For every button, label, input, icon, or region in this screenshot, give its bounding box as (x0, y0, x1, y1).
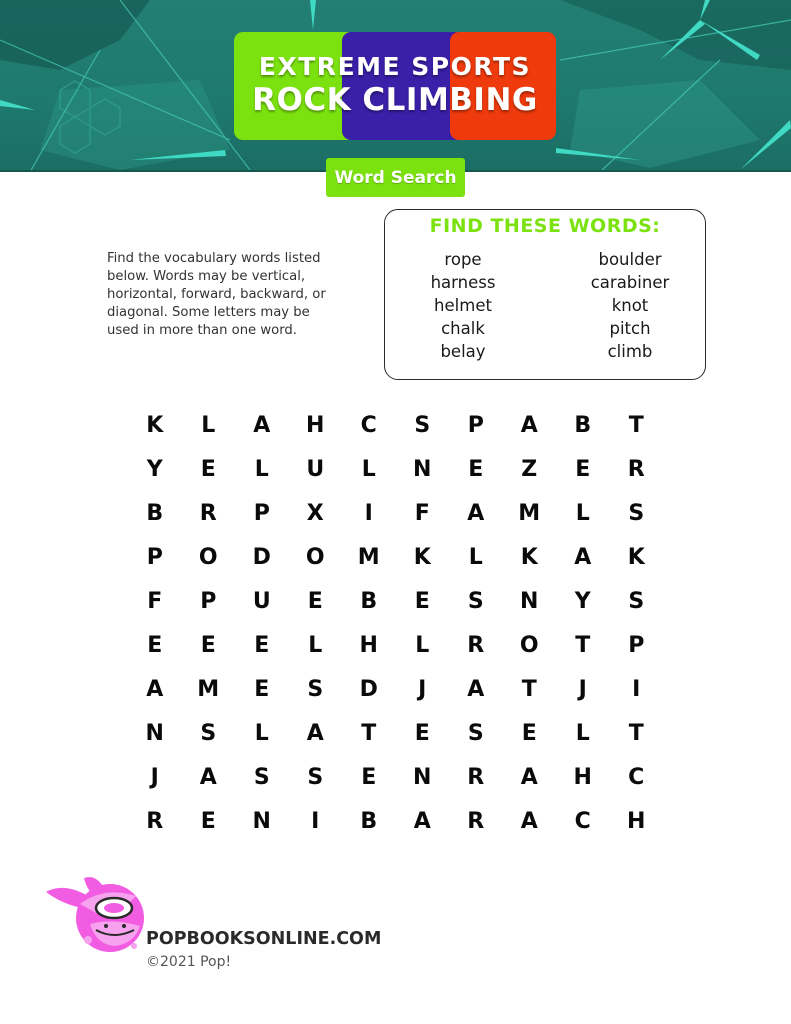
site-url: POPBOOKSONLINE.COM (146, 929, 382, 949)
word-item: harness (430, 273, 496, 292)
word-list-left-column (388, 248, 538, 363)
grid-letter: A (467, 676, 485, 702)
grid-letter: I (311, 808, 320, 834)
grid-letter: C (574, 808, 591, 834)
grid-letter: E (521, 720, 537, 746)
grid-letter: N (145, 720, 164, 746)
grid-letter: E (414, 588, 430, 614)
grid-letter: A (520, 764, 538, 790)
grid-letter: P (253, 500, 270, 526)
grid-letter: K (520, 544, 538, 570)
grid-letter: L (254, 720, 269, 746)
word-item: belay (440, 342, 486, 361)
word-item: climb (607, 342, 653, 361)
grid-letter: P (628, 632, 645, 658)
grid-letter: Z (521, 456, 538, 482)
grid-letter: A (253, 412, 271, 438)
grid-letter: H (359, 632, 378, 658)
grid-letter: S (253, 764, 270, 790)
grid-letter: K (146, 412, 164, 438)
grid-letter: M (518, 500, 541, 526)
grid-letter: A (574, 544, 592, 570)
grid-letter: O (305, 544, 325, 570)
grid-letter: J (150, 764, 159, 790)
grid-letter: E (200, 808, 216, 834)
grid-letter: S (200, 720, 217, 746)
word-search-grid (128, 403, 663, 843)
grid-letter: A (199, 764, 217, 790)
word-item: knot (611, 296, 649, 315)
grid-letter: T (628, 720, 644, 746)
word-item: pitch (609, 319, 651, 338)
grid-letter: O (519, 632, 539, 658)
word-list-title: FIND THESE WORDS: (429, 215, 661, 237)
grid-letter: X (306, 500, 324, 526)
grid-letter: C (360, 412, 377, 438)
title-line-1: EXTREME SPORTS (258, 52, 532, 81)
grid-letter: I (632, 676, 641, 702)
grid-letter: R (146, 808, 164, 834)
grid-letter: L (468, 544, 483, 570)
grid-letter: A (467, 500, 485, 526)
grid-letter: T (521, 676, 537, 702)
grid-letter: B (146, 500, 164, 526)
grid-letter: H (306, 412, 325, 438)
grid-letter: S (467, 588, 484, 614)
grid-letter: L (201, 412, 216, 438)
grid-letter: A (520, 808, 538, 834)
pop-mascot-icon (44, 874, 148, 956)
grid-letter: S (307, 764, 324, 790)
word-item: carabiner (590, 273, 670, 292)
grid-letter: E (200, 456, 216, 482)
grid-letter: A (146, 676, 164, 702)
word-item: rope (444, 250, 482, 269)
grid-letter: R (467, 764, 485, 790)
grid-letter: F (414, 500, 430, 526)
copyright-text: ©2021 Pop! (146, 954, 232, 970)
grid-letter: P (467, 412, 484, 438)
grid-letter: T (628, 412, 644, 438)
grid-letter: Y (574, 588, 591, 614)
grid-letter: E (414, 720, 430, 746)
grid-letter: O (198, 544, 218, 570)
grid-letter: D (252, 544, 271, 570)
grid-letter: Y (146, 456, 163, 482)
grid-letter: R (627, 456, 645, 482)
grid-letter: E (575, 456, 591, 482)
grid-letter: N (252, 808, 271, 834)
grid-letter: E (361, 764, 377, 790)
word-item: boulder (598, 250, 662, 269)
grid-letter: P (146, 544, 163, 570)
grid-letter: L (415, 632, 430, 658)
word-item: helmet (434, 296, 492, 315)
grid-letter: E (200, 632, 216, 658)
grid-letter: H (573, 764, 592, 790)
grid-letter: D (359, 676, 378, 702)
grid-letter: S (628, 500, 645, 526)
grid-letter: E (147, 632, 163, 658)
grid-letter: B (360, 808, 378, 834)
grid-letter: A (520, 412, 538, 438)
grid-letter: L (575, 500, 590, 526)
grid-letter: R (199, 500, 217, 526)
grid-letter: E (468, 456, 484, 482)
grid-letter: S (414, 412, 431, 438)
word-search-badge: Word Search (326, 158, 465, 197)
grid-letter: E (254, 632, 270, 658)
grid-letter: S (307, 676, 324, 702)
grid-letter: U (306, 456, 325, 482)
grid-letter: C (628, 764, 645, 790)
grid-letter: E (254, 676, 270, 702)
grid-letter: P (200, 588, 217, 614)
grid-letter: N (413, 456, 432, 482)
title-line-2: ROCK CLIMBING (252, 82, 538, 118)
grid-letter: N (413, 764, 432, 790)
grid-letter: K (413, 544, 431, 570)
grid-letter: I (364, 500, 373, 526)
grid-letter: E (307, 588, 323, 614)
grid-letter: J (578, 676, 587, 702)
grid-letter: N (520, 588, 539, 614)
word-list-box (384, 209, 706, 380)
grid-letter: L (254, 456, 269, 482)
grid-letter: L (575, 720, 590, 746)
grid-letter: R (467, 632, 485, 658)
grid-letter: K (627, 544, 645, 570)
grid-letter: L (308, 632, 323, 658)
word-item: chalk (441, 319, 485, 338)
grid-letter: M (197, 676, 220, 702)
grid-letter: M (357, 544, 380, 570)
grid-letter: T (361, 720, 377, 746)
grid-letter: A (306, 720, 324, 746)
grid-letter: R (467, 808, 485, 834)
grid-letter: S (628, 588, 645, 614)
grid-letter: T (575, 632, 591, 658)
grid-letter: B (574, 412, 592, 438)
grid-letter: L (361, 456, 376, 482)
grid-letter: B (360, 588, 378, 614)
grid-letter: U (252, 588, 271, 614)
grid-letter: H (627, 808, 646, 834)
grid-letter: F (147, 588, 163, 614)
instructions-text: Find the vocabulary words listed below. Words may be vertical, horizontal, forward, backward, or diagonal. Some letters may be used in more than one word. (107, 251, 326, 338)
grid-letter: S (467, 720, 484, 746)
grid-letter: J (418, 676, 427, 702)
grid-letter: A (413, 808, 431, 834)
word-list-right-column (555, 248, 705, 363)
